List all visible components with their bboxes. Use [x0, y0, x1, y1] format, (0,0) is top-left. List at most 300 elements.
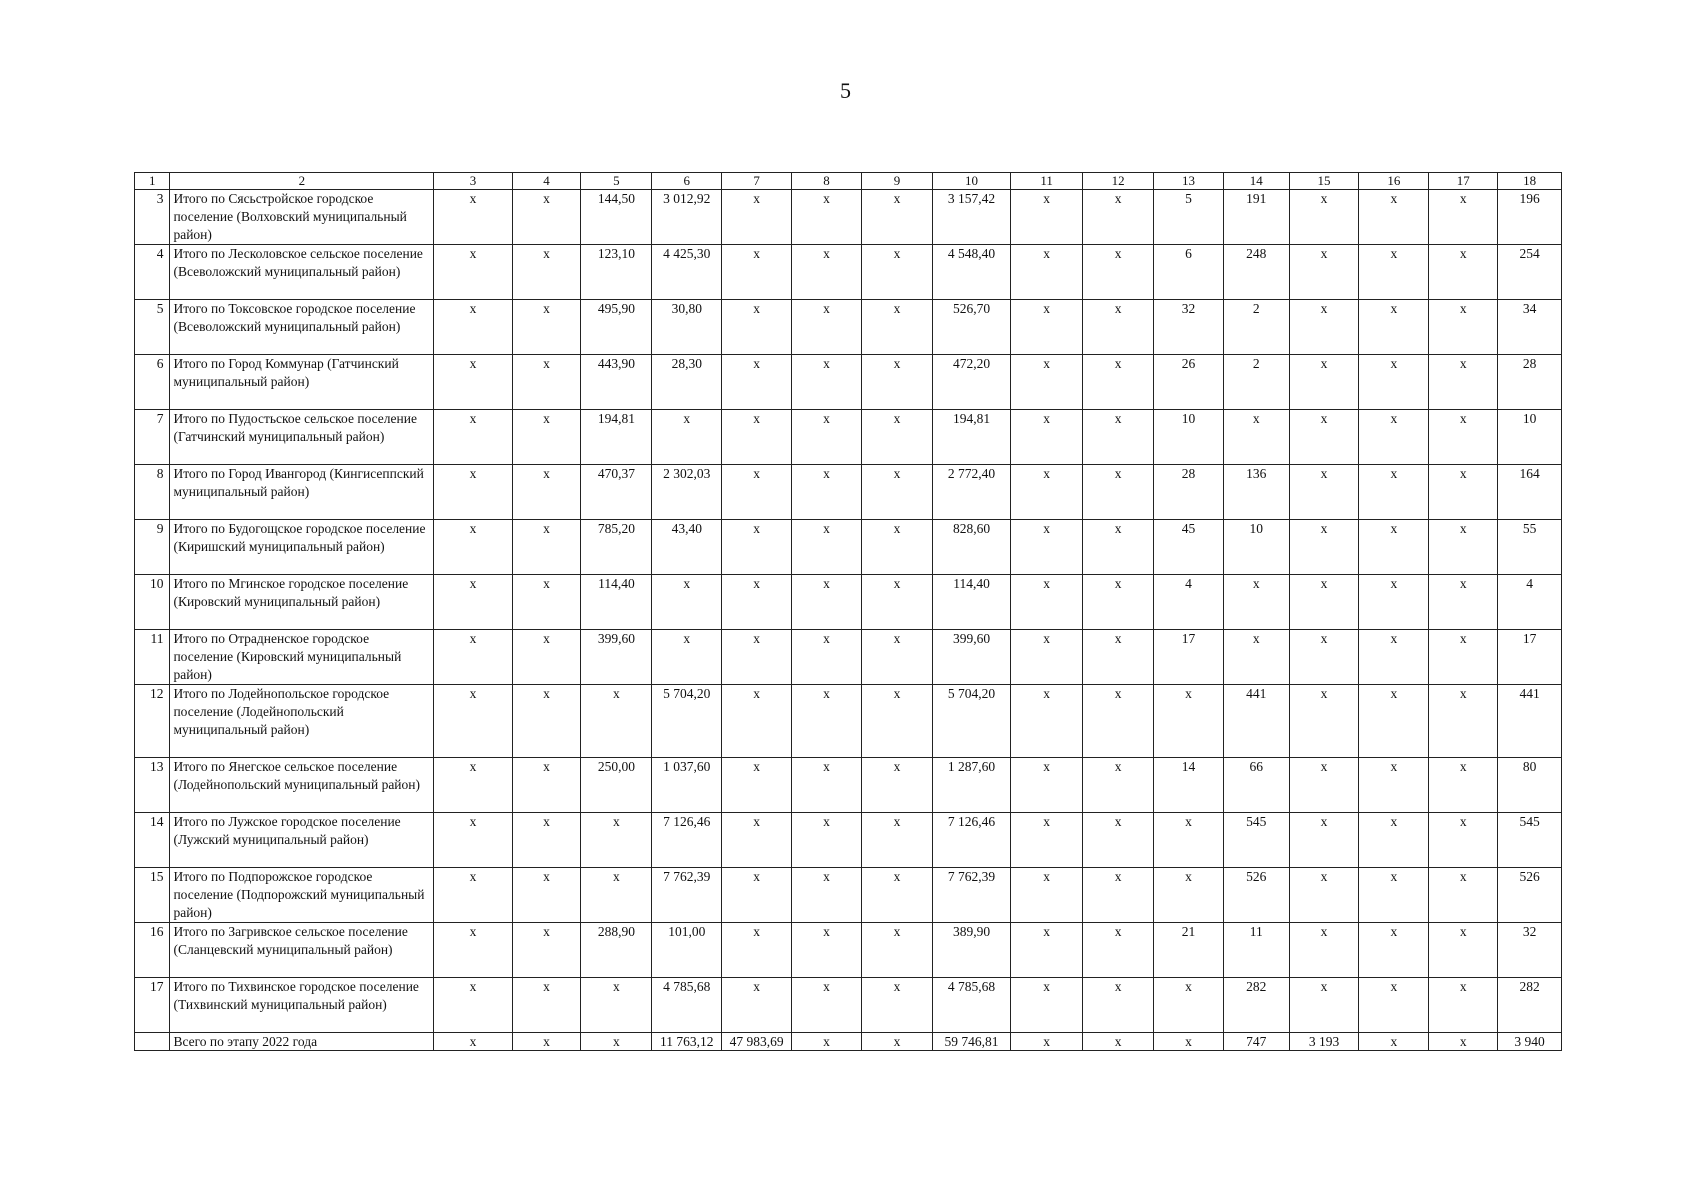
value-cell: x	[1083, 520, 1154, 575]
value-cell: x	[1083, 190, 1154, 245]
value-cell: x	[722, 410, 792, 465]
value-cell: x	[434, 630, 512, 685]
value-cell: 28	[1154, 465, 1224, 520]
value-cell: 5 704,20	[932, 685, 1010, 758]
value-cell: x	[1083, 978, 1154, 1033]
value-cell: 2 302,03	[652, 465, 722, 520]
table-row	[135, 978, 1562, 1033]
value-cell: x	[1011, 520, 1083, 575]
value-cell: x	[722, 630, 792, 685]
value-cell: x	[861, 813, 932, 868]
value-cell: x	[1223, 630, 1289, 685]
value-cell: x	[1154, 685, 1224, 758]
value-cell: 10	[1223, 520, 1289, 575]
value-cell: 4 785,68	[932, 978, 1010, 1033]
value-cell: 26	[1154, 355, 1224, 410]
value-cell: x	[1429, 190, 1498, 245]
value-cell: x	[792, 813, 862, 868]
row-number-cell: 17	[135, 978, 170, 1033]
value-cell: 45	[1154, 520, 1224, 575]
value-cell: x	[861, 245, 932, 300]
value-cell: x	[861, 190, 932, 245]
value-cell: 443,90	[581, 355, 652, 410]
value-cell: 21	[1154, 923, 1224, 978]
value-cell: x	[1359, 630, 1429, 685]
value-cell: x	[512, 410, 581, 465]
value-cell: 191	[1223, 190, 1289, 245]
value-cell: 4 548,40	[932, 245, 1010, 300]
value-cell: 114,40	[581, 575, 652, 630]
value-cell: x	[1289, 923, 1359, 978]
value-cell: x	[1429, 355, 1498, 410]
value-cell: 1 287,60	[932, 758, 1010, 813]
value-cell: x	[512, 465, 581, 520]
value-cell: x	[652, 630, 722, 685]
value-cell: 282	[1223, 978, 1289, 1033]
value-cell: x	[1359, 190, 1429, 245]
value-cell: x	[434, 520, 512, 575]
value-cell: 164	[1498, 465, 1562, 520]
value-cell: x	[1289, 245, 1359, 300]
value-cell: 194,81	[932, 410, 1010, 465]
value-cell: x	[861, 355, 932, 410]
value-cell: 59 746,81	[932, 1033, 1010, 1051]
value-cell: 2	[1223, 300, 1289, 355]
value-cell: 10	[1498, 410, 1562, 465]
column-header: 5	[581, 173, 652, 190]
value-cell: x	[434, 355, 512, 410]
value-cell: 828,60	[932, 520, 1010, 575]
total-row	[135, 1033, 1562, 1051]
value-cell: x	[1359, 1033, 1429, 1051]
value-cell: x	[1359, 923, 1429, 978]
value-cell: x	[512, 685, 581, 758]
value-cell: x	[792, 685, 862, 758]
value-cell: x	[434, 410, 512, 465]
column-header: 12	[1083, 173, 1154, 190]
value-cell: x	[512, 575, 581, 630]
value-cell: 3 157,42	[932, 190, 1010, 245]
value-cell: 144,50	[581, 190, 652, 245]
value-cell: x	[792, 868, 862, 923]
column-header: 7	[722, 173, 792, 190]
row-number-cell: 9	[135, 520, 170, 575]
column-header: 8	[792, 173, 862, 190]
table-row	[135, 465, 1562, 520]
value-cell: 441	[1223, 685, 1289, 758]
value-cell: x	[581, 978, 652, 1033]
value-cell: x	[1011, 465, 1083, 520]
value-cell: 6	[1154, 245, 1224, 300]
value-cell: x	[1083, 868, 1154, 923]
value-cell: x	[1154, 978, 1224, 1033]
value-cell: x	[1359, 813, 1429, 868]
value-cell: x	[1011, 868, 1083, 923]
value-cell: 14	[1154, 758, 1224, 813]
report-table	[134, 172, 1562, 1051]
row-number-cell: 4	[135, 245, 170, 300]
row-number-cell: 7	[135, 410, 170, 465]
value-cell: x	[1289, 685, 1359, 758]
value-cell: x	[1083, 1033, 1154, 1051]
value-cell: 1 037,60	[652, 758, 722, 813]
value-cell: 17	[1498, 630, 1562, 685]
value-cell: x	[1429, 978, 1498, 1033]
value-cell: x	[1154, 813, 1224, 868]
value-cell: x	[1011, 978, 1083, 1033]
value-cell: x	[512, 758, 581, 813]
value-cell: x	[792, 630, 862, 685]
value-cell: x	[861, 630, 932, 685]
value-cell: x	[792, 300, 862, 355]
settlement-name-cell: Итого по Лодейнопольское городское поселение (Лодейнопольский муниципальный район)	[170, 685, 434, 758]
value-cell: 194,81	[581, 410, 652, 465]
page-number: 5	[840, 78, 851, 103]
settlement-name-cell: Итого по Сясьстройское городское поселение (Волховский муниципальный район)	[170, 190, 434, 245]
value-cell: x	[1011, 245, 1083, 300]
table-row	[135, 355, 1562, 410]
value-cell: x	[861, 923, 932, 978]
value-cell: x	[1359, 465, 1429, 520]
value-cell: x	[722, 465, 792, 520]
value-cell: x	[1011, 630, 1083, 685]
value-cell: x	[722, 685, 792, 758]
value-cell: 4	[1154, 575, 1224, 630]
value-cell: x	[1359, 978, 1429, 1033]
column-header: 4	[512, 173, 581, 190]
column-header: 18	[1498, 173, 1562, 190]
column-header: 1	[135, 173, 170, 190]
value-cell: 66	[1223, 758, 1289, 813]
value-cell: 399,60	[932, 630, 1010, 685]
value-cell: x	[722, 923, 792, 978]
value-cell: x	[1289, 868, 1359, 923]
value-cell: x	[792, 758, 862, 813]
value-cell: 526	[1223, 868, 1289, 923]
value-cell: x	[722, 300, 792, 355]
value-cell: x	[1429, 245, 1498, 300]
value-cell: x	[434, 978, 512, 1033]
value-cell: x	[1429, 758, 1498, 813]
value-cell: 3 193	[1289, 1033, 1359, 1051]
value-cell: 114,40	[932, 575, 1010, 630]
value-cell: 7 762,39	[932, 868, 1010, 923]
value-cell: 123,10	[581, 245, 652, 300]
value-cell: x	[1083, 575, 1154, 630]
value-cell: x	[1083, 245, 1154, 300]
row-number-cell	[135, 1033, 170, 1051]
value-cell: x	[1359, 520, 1429, 575]
value-cell: x	[1011, 758, 1083, 813]
value-cell: x	[1011, 190, 1083, 245]
column-header: 15	[1289, 173, 1359, 190]
value-cell: x	[434, 575, 512, 630]
table-body	[135, 190, 1562, 1051]
value-cell: x	[1359, 575, 1429, 630]
row-number-cell: 14	[135, 813, 170, 868]
table-row	[135, 575, 1562, 630]
value-cell: x	[1289, 758, 1359, 813]
table-row	[135, 758, 1562, 813]
column-header: 2	[170, 173, 434, 190]
value-cell: x	[1011, 1033, 1083, 1051]
row-number-cell: 16	[135, 923, 170, 978]
value-cell: x	[1083, 758, 1154, 813]
settlement-name-cell: Итого по Будогощское городское поселение (Киришский муниципальный район)	[170, 520, 434, 575]
value-cell: x	[722, 190, 792, 245]
value-cell: x	[1359, 410, 1429, 465]
value-cell: 545	[1498, 813, 1562, 868]
row-number-cell: 6	[135, 355, 170, 410]
value-cell: x	[581, 685, 652, 758]
value-cell: x	[512, 1033, 581, 1051]
value-cell: x	[1083, 465, 1154, 520]
column-header: 10	[932, 173, 1010, 190]
value-cell: 30,80	[652, 300, 722, 355]
value-cell: 4 785,68	[652, 978, 722, 1033]
row-number-cell: 11	[135, 630, 170, 685]
value-cell: 5	[1154, 190, 1224, 245]
value-cell: x	[1429, 520, 1498, 575]
table-row	[135, 630, 1562, 685]
value-cell: 4	[1498, 575, 1562, 630]
value-cell: x	[1289, 813, 1359, 868]
column-header: 16	[1359, 173, 1429, 190]
value-cell: x	[1429, 575, 1498, 630]
value-cell: 43,40	[652, 520, 722, 575]
settlement-name-cell: Итого по Токсовское городское поселение (Всеволожский муниципальный район)	[170, 300, 434, 355]
value-cell: x	[1359, 868, 1429, 923]
value-cell: x	[1289, 575, 1359, 630]
value-cell: 136	[1223, 465, 1289, 520]
value-cell: x	[1083, 630, 1154, 685]
value-cell: 545	[1223, 813, 1289, 868]
value-cell: 2 772,40	[932, 465, 1010, 520]
value-cell: x	[1289, 465, 1359, 520]
value-cell: x	[861, 465, 932, 520]
value-cell: x	[1429, 300, 1498, 355]
value-cell: x	[581, 868, 652, 923]
value-cell: x	[434, 300, 512, 355]
value-cell: x	[1429, 685, 1498, 758]
column-header: 3	[434, 173, 512, 190]
value-cell: x	[1429, 1033, 1498, 1051]
value-cell: 47 983,69	[722, 1033, 792, 1051]
value-cell: 5 704,20	[652, 685, 722, 758]
value-cell: x	[1289, 300, 1359, 355]
value-cell: x	[792, 978, 862, 1033]
settlement-name-cell: Итого по Мгинское городское поселение (Кировский муниципальный район)	[170, 575, 434, 630]
value-cell: x	[1011, 813, 1083, 868]
value-cell: 3 940	[1498, 1033, 1562, 1051]
value-cell: x	[1359, 245, 1429, 300]
value-cell: x	[434, 465, 512, 520]
value-cell: x	[512, 300, 581, 355]
table-row	[135, 685, 1562, 758]
value-cell: x	[512, 355, 581, 410]
row-number-cell: 3	[135, 190, 170, 245]
value-cell: x	[512, 868, 581, 923]
value-cell: x	[792, 923, 862, 978]
value-cell: x	[1359, 300, 1429, 355]
value-cell: 17	[1154, 630, 1224, 685]
settlement-name-cell: Итого по Пудостьское сельское поселение (Гатчинский муниципальный район)	[170, 410, 434, 465]
value-cell: x	[1429, 813, 1498, 868]
value-cell: 34	[1498, 300, 1562, 355]
value-cell: x	[722, 868, 792, 923]
column-header: 9	[861, 173, 932, 190]
value-cell: x	[1154, 1033, 1224, 1051]
row-number-cell: 13	[135, 758, 170, 813]
value-cell: x	[1429, 923, 1498, 978]
value-cell: x	[861, 978, 932, 1033]
value-cell: x	[861, 868, 932, 923]
value-cell: 55	[1498, 520, 1562, 575]
value-cell: 470,37	[581, 465, 652, 520]
value-cell: x	[581, 1033, 652, 1051]
value-cell: x	[722, 245, 792, 300]
value-cell: 495,90	[581, 300, 652, 355]
table-row	[135, 245, 1562, 300]
value-cell: 248	[1223, 245, 1289, 300]
settlement-name-cell: Итого по Лесколовское сельское поселение (Всеволожский муниципальный район)	[170, 245, 434, 300]
value-cell: x	[1083, 300, 1154, 355]
value-cell: x	[722, 758, 792, 813]
value-cell: x	[1289, 520, 1359, 575]
value-cell: 441	[1498, 685, 1562, 758]
row-number-cell: 12	[135, 685, 170, 758]
value-cell: x	[1223, 575, 1289, 630]
value-cell: x	[1011, 300, 1083, 355]
value-cell: x	[512, 190, 581, 245]
value-cell: x	[722, 978, 792, 1033]
value-cell: x	[1083, 923, 1154, 978]
value-cell: 32	[1154, 300, 1224, 355]
value-cell: x	[861, 520, 932, 575]
table-row	[135, 813, 1562, 868]
value-cell: x	[652, 575, 722, 630]
value-cell: 399,60	[581, 630, 652, 685]
settlement-name-cell: Итого по Отрадненское городское поселение (Кировский муниципальный район)	[170, 630, 434, 685]
row-number-cell: 15	[135, 868, 170, 923]
value-cell: 28	[1498, 355, 1562, 410]
value-cell: x	[1359, 355, 1429, 410]
value-cell: x	[861, 300, 932, 355]
value-cell: 526	[1498, 868, 1562, 923]
value-cell: x	[1083, 410, 1154, 465]
value-cell: 3 012,92	[652, 190, 722, 245]
value-cell: x	[1359, 758, 1429, 813]
value-cell: x	[1289, 630, 1359, 685]
value-cell: x	[792, 245, 862, 300]
value-cell: x	[792, 190, 862, 245]
value-cell: x	[434, 685, 512, 758]
value-cell: x	[722, 575, 792, 630]
table-row	[135, 190, 1562, 245]
value-cell: 2	[1223, 355, 1289, 410]
value-cell: x	[1289, 190, 1359, 245]
value-cell: x	[792, 465, 862, 520]
value-cell: x	[861, 1033, 932, 1051]
column-header: 11	[1011, 173, 1083, 190]
table-row	[135, 868, 1562, 923]
settlement-name-cell: Итого по Город Коммунар (Гатчинский муниципальный район)	[170, 355, 434, 410]
value-cell: x	[434, 813, 512, 868]
value-cell: x	[722, 355, 792, 410]
value-cell: 4 425,30	[652, 245, 722, 300]
value-cell: 11	[1223, 923, 1289, 978]
value-cell: 282	[1498, 978, 1562, 1033]
value-cell: 526,70	[932, 300, 1010, 355]
value-cell: x	[1011, 685, 1083, 758]
value-cell: x	[1289, 355, 1359, 410]
value-cell: x	[792, 1033, 862, 1051]
column-header: 13	[1154, 173, 1224, 190]
value-cell: x	[1154, 868, 1224, 923]
value-cell: x	[434, 1033, 512, 1051]
table-row	[135, 410, 1562, 465]
table-row	[135, 520, 1562, 575]
value-cell: x	[1011, 410, 1083, 465]
value-cell: x	[861, 685, 932, 758]
value-cell: 254	[1498, 245, 1562, 300]
value-cell: 250,00	[581, 758, 652, 813]
settlement-name-cell: Итого по Лужское городское поселение (Лужский муниципальный район)	[170, 813, 434, 868]
value-cell: x	[512, 630, 581, 685]
value-cell: 196	[1498, 190, 1562, 245]
value-cell: x	[1429, 630, 1498, 685]
value-cell: x	[1429, 410, 1498, 465]
value-cell: x	[652, 410, 722, 465]
value-cell: 32	[1498, 923, 1562, 978]
value-cell: x	[722, 520, 792, 575]
settlement-name-cell: Всего по этапу 2022 года	[170, 1033, 434, 1051]
value-cell: 11 763,12	[652, 1033, 722, 1051]
value-cell: x	[1011, 355, 1083, 410]
table-row	[135, 300, 1562, 355]
value-cell: 389,90	[932, 923, 1010, 978]
value-cell: 785,20	[581, 520, 652, 575]
value-cell: x	[434, 245, 512, 300]
value-cell: 7 126,46	[932, 813, 1010, 868]
row-number-cell: 10	[135, 575, 170, 630]
settlement-name-cell: Итого по Подпорожское городское поселение (Подпорожский муниципальный район)	[170, 868, 434, 923]
value-cell: x	[792, 355, 862, 410]
value-cell: x	[1011, 575, 1083, 630]
value-cell: x	[1223, 410, 1289, 465]
value-cell: 7 126,46	[652, 813, 722, 868]
row-number-cell: 5	[135, 300, 170, 355]
value-cell: 28,30	[652, 355, 722, 410]
settlement-name-cell: Итого по Город Ивангород (Кингисеппский муниципальный район)	[170, 465, 434, 520]
column-header: 6	[652, 173, 722, 190]
header-row	[135, 173, 1562, 190]
value-cell: x	[512, 245, 581, 300]
value-cell: x	[1289, 978, 1359, 1033]
column-header: 17	[1429, 173, 1498, 190]
settlement-name-cell: Итого по Тихвинское городское поселение (Тихвинский муниципальный район)	[170, 978, 434, 1033]
value-cell: 80	[1498, 758, 1562, 813]
value-cell: x	[792, 520, 862, 575]
settlement-name-cell: Итого по Загривское сельское поселение (Сланцевский муниципальный район)	[170, 923, 434, 978]
value-cell: x	[1429, 465, 1498, 520]
value-cell: x	[861, 758, 932, 813]
settlement-name-cell: Итого по Янегское сельское поселение (Лодейнопольский муниципальный район)	[170, 758, 434, 813]
value-cell: x	[1083, 685, 1154, 758]
value-cell: x	[792, 575, 862, 630]
value-cell: x	[434, 923, 512, 978]
value-cell: x	[512, 978, 581, 1033]
